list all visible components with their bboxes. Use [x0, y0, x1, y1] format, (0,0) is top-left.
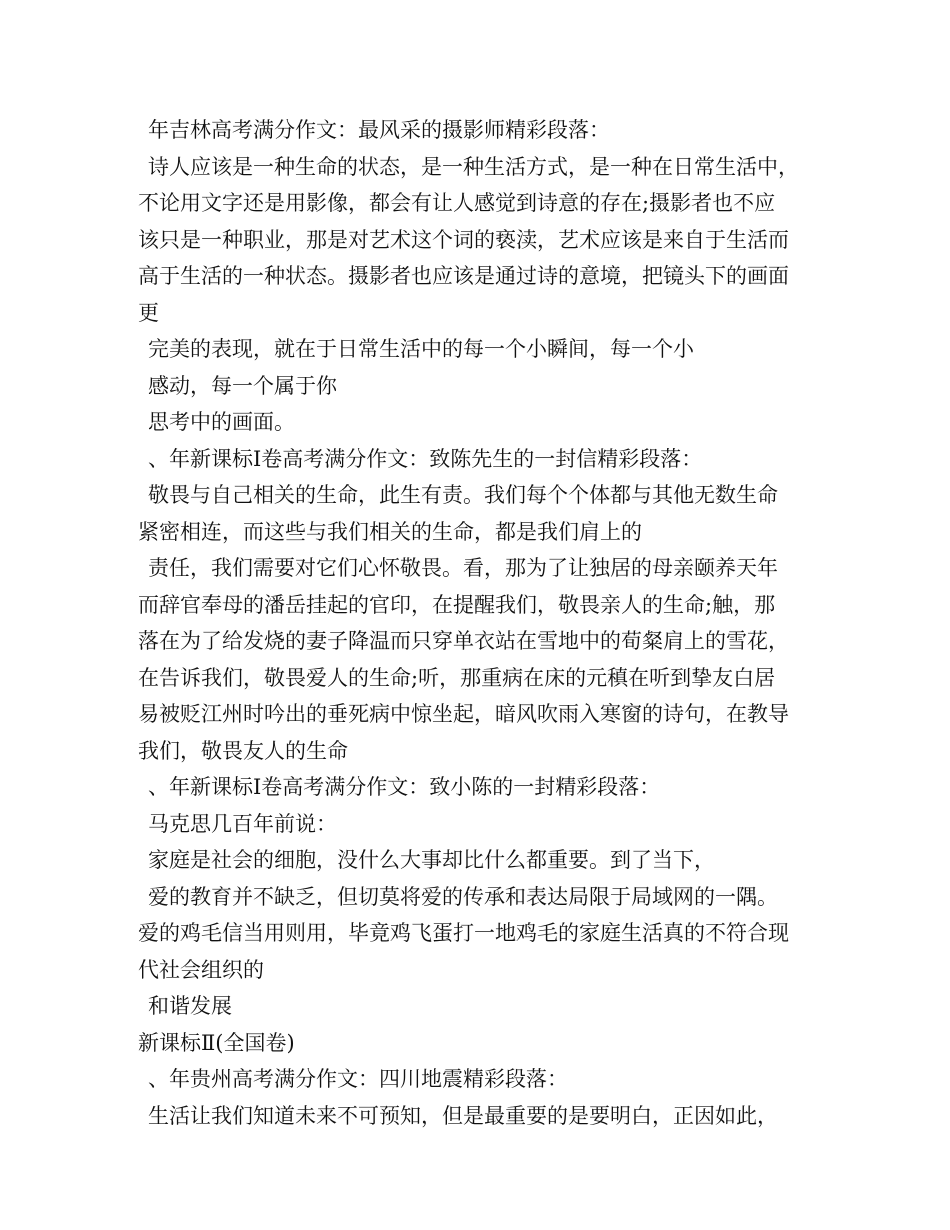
text-line: 不论用文字还是用影像，都会有让人感觉到诗意的存在;摄影者也不应 — [138, 191, 776, 215]
text-line: 落在为了给发烧的妻子降温而只穿单衣站在雪地中的荀粲肩上的雪花， — [138, 629, 789, 653]
text-line: 更 — [138, 300, 159, 325]
text-line: 家庭是社会的细胞，没什么大事却比什么都重要。到了当下， — [148, 848, 715, 872]
text-line: 、年新课标Ⅰ卷高考满分作文：致陈先生的一封信精彩段落： — [148, 446, 703, 471]
text-line: 爱的鸡毛信当用则用，毕竟鸡飞蛋打一地鸡毛的家庭生活真的不符合现 — [138, 921, 789, 945]
document-body — [138, 112, 828, 1134]
text-line: 在告诉我们，敬畏爱人的生命;听，那重病在床的元稹在听到挚友白居 — [138, 665, 776, 690]
text-line: 年吉林高考满分作文：最风采的摄影师精彩段落： — [148, 118, 610, 142]
text-line: 高于生活的一种状态。摄影者也应该是通过诗的意境，把镜头下的画面 — [138, 264, 789, 288]
text-line: 该只是一种职业，那是对艺术这个词的亵渎，艺术应该是来自于生活而 — [138, 227, 789, 252]
text-line: 、年新课标Ⅰ卷高考满分作文：致小陈的一封精彩段落： — [148, 775, 661, 799]
text-line: 马克思几百年前说： — [148, 811, 337, 836]
text-line: 思考中的画面。 — [148, 410, 295, 434]
text-line: 我们，敬畏友人的生命 — [138, 738, 348, 763]
text-line: 责任，我们需要对它们心怀敬畏。看，那为了让独居的母亲颐养天年 — [148, 556, 778, 580]
text-line: 而辞官奉母的潘岳挂起的官印，在提醒我们，敬畏亲人的生命;触，那 — [138, 592, 776, 617]
text-line: 新课标Ⅱ(全国卷) — [138, 1030, 295, 1055]
text-line: 生活让我们知道未来不可预知，但是最重要的是要明白，正因如此， — [148, 1103, 778, 1128]
text-line: 感动，每一个属于你 — [148, 373, 337, 398]
text-line: 敬畏与自己相关的生命，此生有责。我们每个个体都与其他无数生命 — [148, 483, 778, 507]
text-line: 爱的教育并不缺乏，但切莫将爱的传承和表达局限于局域网的一隅。 — [148, 884, 778, 909]
text-line: 代社会组织的 — [138, 957, 264, 982]
text-line: 和谐发展 — [148, 994, 232, 1018]
text-line: 诗人应该是一种生命的状态，是一种生活方式，是一种在日常生活中， — [148, 154, 799, 179]
text-line: 易被贬江州时吟出的垂死病中惊坐起，暗风吹雨入寒窗的诗句，在教导 — [138, 702, 789, 726]
text-line: 紧密相连，而这些与我们相关的生命，都是我们肩上的 — [138, 519, 642, 544]
text-line: 、年贵州高考满分作文：四川地震精彩段落： — [148, 1067, 568, 1091]
text-line: 完美的表现，就在于日常生活中的每一个小瞬间，每一个小 — [148, 337, 694, 361]
